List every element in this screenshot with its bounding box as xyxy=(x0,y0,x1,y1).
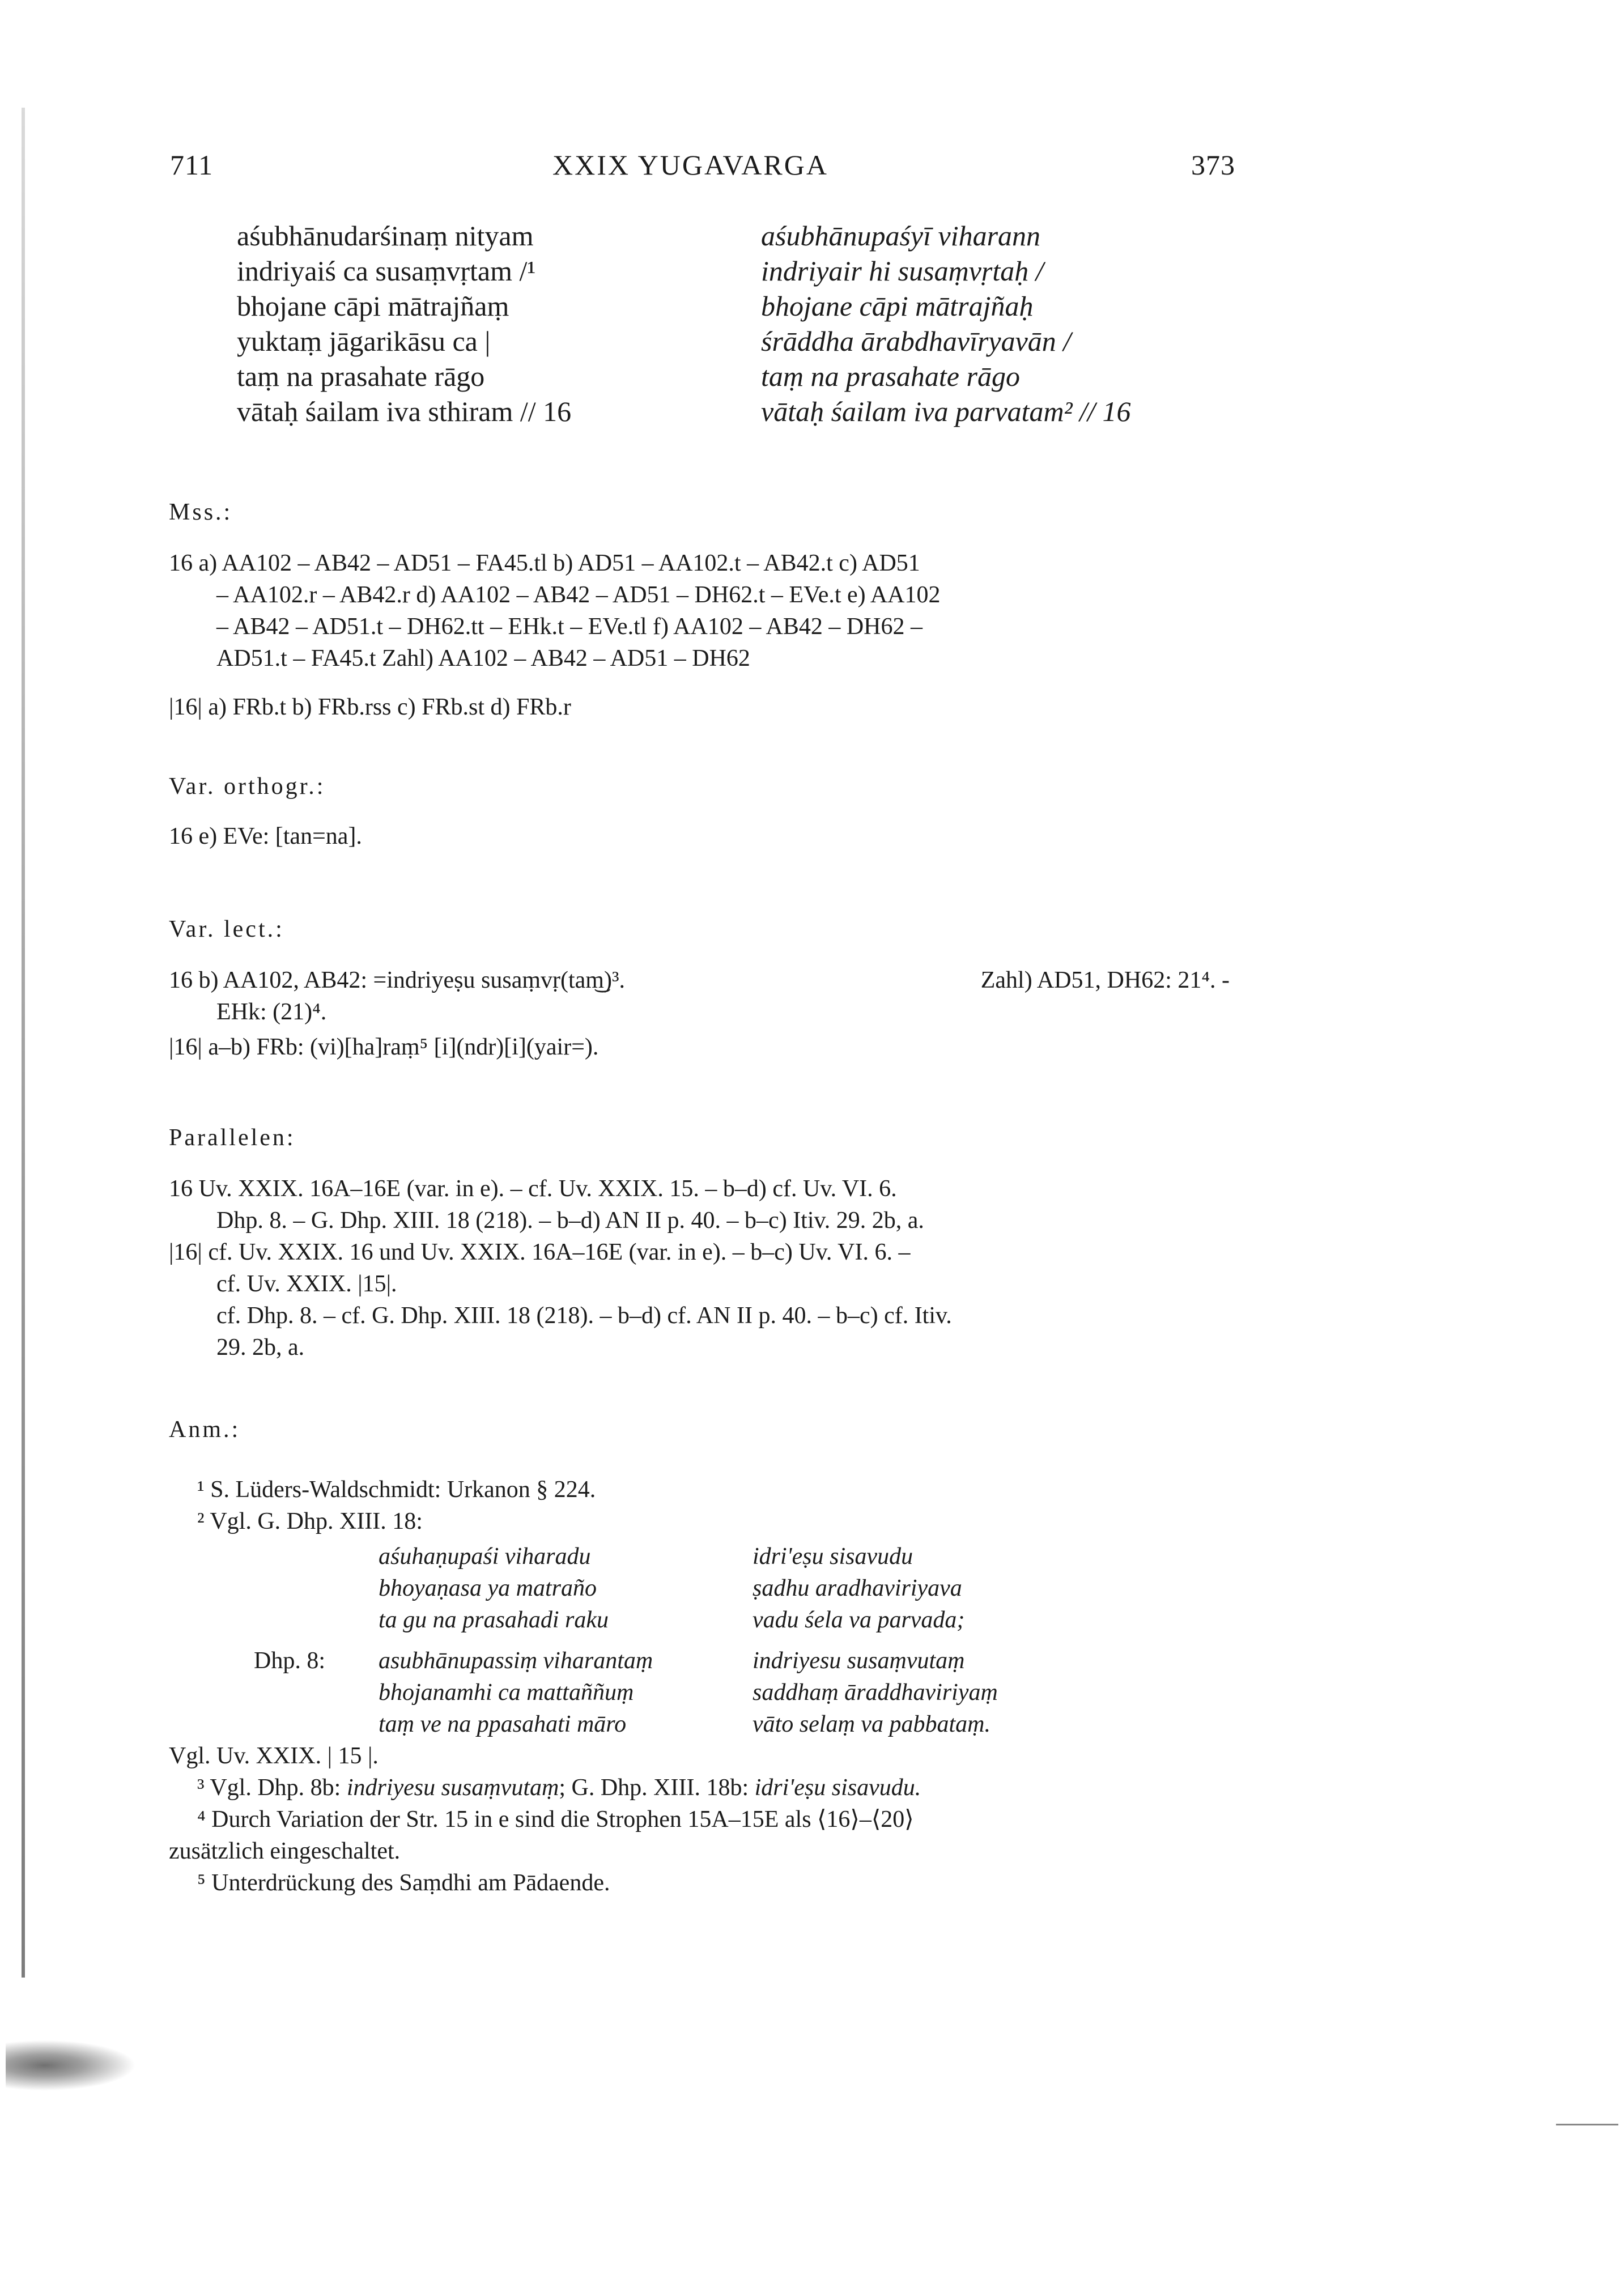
parallelen-line: 16 Uv. XXIX. 16A–16E (var. in e). – cf. Uv. XXIX. 15. – b–d) cf. Uv. VI. 6. xyxy=(169,1176,897,1202)
parallelen-section xyxy=(169,1122,952,1363)
mss-line: 16 a) AA102 – AB42 – AD51 – FA45.tl b) AD51 – AA102.t – AB42.t c) AD51 xyxy=(169,550,920,576)
gdhp-quote xyxy=(169,1541,1070,1636)
verse-left-line: taṃ na prasahate rāgo xyxy=(237,360,485,392)
footnote-5: ⁵ Unterdrückung des Saṃdhi am Pādaende. xyxy=(197,1870,610,1896)
parallelen-line: cf. Dhp. 8. – cf. G. Dhp. XIII. 18 (218). – b–d) cf. AN II p. 40. – b–c) cf. Itiv. xyxy=(216,1303,952,1329)
var-orthogr-section xyxy=(169,771,362,852)
verse-right-line: aśubhānupaśyī viharann xyxy=(761,220,1041,252)
footnote-1: ¹ S. Lüders-Waldschmidt: Urkanon § 224. xyxy=(197,1477,596,1503)
footnote-3-middle: ; G. Dhp. XIII. 18b: xyxy=(559,1775,755,1801)
dhp-label: Dhp. 8: xyxy=(254,1648,325,1674)
anm-heading: Anm.: xyxy=(169,1417,241,1443)
verse-left-line: indriyaiś ca susaṃvṛtam /¹ xyxy=(237,255,536,287)
quote-pada: ta gu na prasahadi raku xyxy=(379,1607,609,1633)
footnote-2: ² Vgl. G. Dhp. XIII. 18: xyxy=(197,1508,423,1534)
var-lect-line: 16 b) AA102, AB42: =indriyeṣu susaṃvṛ(tam͜)³. xyxy=(169,967,626,993)
quote-pada: aśuhaṇupaśi viharadu xyxy=(379,1544,591,1570)
header-verse-number: 711 xyxy=(170,149,214,181)
mss-line: AD51.t – FA45.t Zahl) AA102 – AB42 – AD51 – DH62 xyxy=(216,645,750,671)
verse-right-column xyxy=(761,218,1130,429)
quote-pada: ṣadhu aradhaviriyava xyxy=(753,1575,962,1601)
quote-pada: asubhānupassiṃ viharantaṃ xyxy=(379,1648,653,1674)
verse-left-line: vātaḥ śailam iva sthiram // 16 xyxy=(237,396,572,427)
mss-line: – AA102.r – AB42.r d) AA102 – AB42 – AD51 – DH62.t – EVe.t e) AA102 xyxy=(216,582,941,608)
verse-left-line: bhojane cāpi mātrajñaṃ xyxy=(237,290,509,322)
verse-right-line: taṃ na prasahate rāgo xyxy=(761,360,1020,392)
verse-right-line: bhojane cāpi mātrajñaḥ xyxy=(761,290,1034,322)
var-orthogr-heading: Var. orthogr.: xyxy=(169,773,326,800)
verse-right-line: vātaḥ śailam iva parvatam² // 16 xyxy=(761,396,1131,427)
verse-right-line: śrāddha ārabdhavīryavān / xyxy=(761,325,1072,357)
quote-pada: vāto selaṃ va pabbataṃ. xyxy=(753,1711,990,1737)
var-lect-section xyxy=(169,913,1234,1063)
footnote-4: ⁴ Durch Variation der Str. 15 in e sind die Strophen 15A–15E als ⟨16⟩–⟨20⟩ xyxy=(197,1806,914,1832)
mss-line: – AB42 – AD51.t – DH62.tt – EHk.t – EVe.tl f) AA102 – AB42 – DH62 – xyxy=(216,614,923,640)
mss-section xyxy=(169,496,941,723)
var-lect-zahl: Zahl) AD51, DH62: 21⁴. - xyxy=(980,967,1230,993)
var-lect-heading: Var. lect.: xyxy=(169,916,284,942)
quote-pada: taṃ ve na ppasahati māro xyxy=(379,1711,627,1737)
quote-pada: bhoyaṇasa ya matraño xyxy=(379,1575,597,1601)
vgl-uv-line: Vgl. Uv. XXIX. | 15 |. xyxy=(169,1743,379,1769)
quote-pada: bhojanamhi ca mattaññuṃ xyxy=(379,1680,634,1706)
var-orthogr-line: 16 e) EVe: [tan=na]. xyxy=(169,823,362,849)
quote-pada: indriyesu susaṃvutaṃ xyxy=(753,1648,965,1674)
quote-pada: saddhaṃ āraddhaviriyaṃ xyxy=(753,1680,998,1706)
parallelen-line: cf. Uv. XXIX. |15|. xyxy=(216,1271,397,1297)
footnote-3-prefix: ³ Vgl. Dhp. 8b: xyxy=(197,1775,347,1801)
page-number: 373 xyxy=(1191,149,1235,181)
parallelen-line: |16| cf. Uv. XXIX. 16 und Uv. XXIX. 16A–16E (var. in e). – b–c) Uv. VI. 6. – xyxy=(169,1239,911,1265)
footnote-3-citation: idri'eṣu sisavudu. xyxy=(754,1775,921,1801)
mss-heading: Mss.: xyxy=(169,499,233,525)
anm-section xyxy=(169,1414,1070,1899)
verse-left-line: yuktaṃ jāgarikāsu ca | xyxy=(237,325,491,357)
scan-binding-shadow xyxy=(22,108,25,1978)
verse-left-column xyxy=(237,218,571,429)
header-title: XXIX YUGAVARGA xyxy=(552,149,828,181)
dhp-quote xyxy=(379,1645,1070,1740)
parallelen-line: 29. 2b, a. xyxy=(216,1334,305,1360)
scan-smudge xyxy=(6,2040,136,2091)
verse-right-line: indriyair hi susaṃvṛtaḥ / xyxy=(761,255,1044,287)
dhp-block xyxy=(169,1645,1070,1740)
footnote-3 xyxy=(169,1772,1070,1804)
scan-stray-mark xyxy=(1556,2124,1618,2125)
var-lect-row xyxy=(169,964,1230,996)
footnote-3-citation: indriyesu susaṃvutaṃ xyxy=(346,1775,559,1801)
quote-pada: vadu śela va parvada; xyxy=(753,1607,965,1633)
footnote-4-cont: zusätzlich eingeschaltet. xyxy=(169,1838,401,1864)
mss-frb-line: |16| a) FRb.t b) FRb.rss c) FRb.st d) FRb.r xyxy=(169,694,571,720)
quote-pada: idri'eṣu sisavudu xyxy=(753,1544,913,1570)
parallelen-line: Dhp. 8. – G. Dhp. XIII. 18 (218). – b–d) AN II p. 40. – b–c) Itiv. 29. 2b, a. xyxy=(216,1207,924,1234)
var-lect-line: EHk: (21)⁴. xyxy=(216,999,327,1025)
var-lect-line: |16| a–b) FRb: (vi)[ha]raṃ⁵ [i](ndr)[i](yair=). xyxy=(169,1034,599,1060)
verse-left-line: aśubhānudarśinaṃ nityam xyxy=(237,220,534,252)
parallelen-heading: Parallelen: xyxy=(169,1125,296,1151)
